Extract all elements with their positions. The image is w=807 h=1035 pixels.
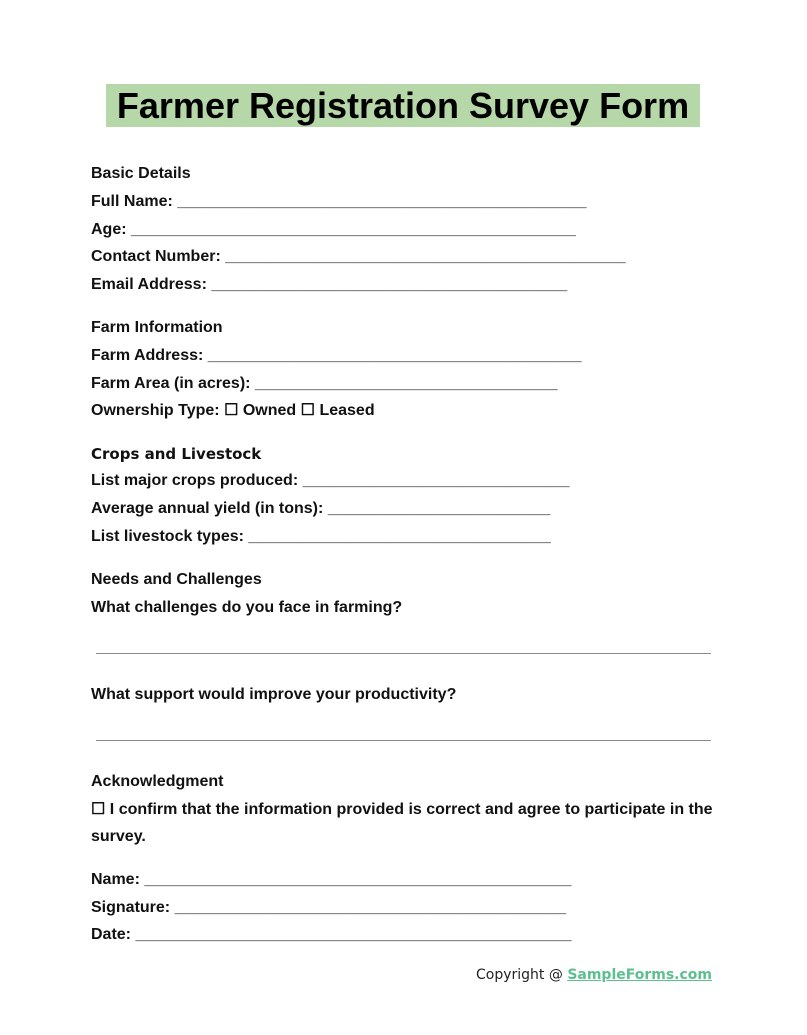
section-heading-acknowledgment: Acknowledgment xyxy=(91,773,224,790)
blank-line[interactable]: ______________________________________________ xyxy=(177,193,587,210)
confirm-text-line2: survey. xyxy=(91,828,146,845)
field-farm-address[interactable] xyxy=(91,346,582,366)
field-label: Age: xyxy=(91,221,127,238)
section-heading-farm-information: Farm Information xyxy=(91,319,223,336)
question-support: What support would improve your productivity? xyxy=(91,686,457,703)
field-annual-yield[interactable] xyxy=(91,499,550,519)
option-label-leased: Leased xyxy=(319,402,375,419)
field-label: Average annual yield (in tons): xyxy=(91,500,324,517)
field-farm-area[interactable] xyxy=(91,374,557,394)
blank-line[interactable]: ________________________________________________ xyxy=(144,871,572,888)
answer-line-support[interactable] xyxy=(96,740,711,741)
field-label: List major crops produced: xyxy=(91,472,299,489)
field-label: Ownership Type: xyxy=(91,402,220,419)
field-contact-number[interactable] xyxy=(91,247,626,267)
section-heading-crops-livestock: Crops and Livestock xyxy=(91,445,262,463)
field-name[interactable] xyxy=(91,870,571,890)
blank-line[interactable]: __________________________________________ xyxy=(207,347,582,364)
blank-line[interactable]: _________________________________________________ xyxy=(135,926,572,943)
copyright-text: Copyright @ xyxy=(476,967,568,983)
blank-line[interactable]: _____________________________________________ xyxy=(225,248,626,265)
checkbox-owned[interactable]: ☐ xyxy=(224,402,239,419)
field-major-crops[interactable] xyxy=(91,471,570,491)
field-label: Name: xyxy=(91,871,140,888)
field-date[interactable] xyxy=(91,925,572,945)
field-ownership-type xyxy=(91,401,375,421)
field-label: Email Address: xyxy=(91,276,207,293)
field-livestock-types[interactable] xyxy=(91,527,551,547)
field-age[interactable] xyxy=(91,220,576,240)
field-label: Full Name: xyxy=(91,193,173,210)
blank-line[interactable]: ______________________________ xyxy=(302,472,570,489)
confirm-statement xyxy=(91,800,713,820)
answer-line-challenges[interactable] xyxy=(96,653,711,654)
page-title: Farmer Registration Survey Form xyxy=(116,85,690,126)
section-heading-basic-details: Basic Details xyxy=(91,165,191,182)
blank-line[interactable]: _________________________ xyxy=(327,500,551,517)
confirm-checkbox[interactable]: ☐ xyxy=(91,801,106,818)
field-signature[interactable] xyxy=(91,898,566,918)
blank-line[interactable]: __________________________________ xyxy=(248,528,551,545)
field-full-name[interactable] xyxy=(91,192,587,212)
checkbox-leased[interactable]: ☐ xyxy=(300,402,315,419)
confirm-text-line1: I confirm that the information provided is correct and agree to participate in the xyxy=(109,801,713,818)
blank-line[interactable]: __________________________________ xyxy=(254,375,558,392)
copyright-footer xyxy=(476,965,712,985)
blank-line[interactable]: ________________________________________ xyxy=(211,276,568,293)
question-challenges: What challenges do you face in farming? xyxy=(91,599,403,616)
blank-line[interactable]: __________________________________________________ xyxy=(131,221,576,238)
field-label: Signature: xyxy=(91,899,171,916)
field-label: Farm Area (in acres): xyxy=(91,375,251,392)
field-label: Contact Number: xyxy=(91,248,221,265)
field-label: Farm Address: xyxy=(91,347,204,364)
blank-line[interactable]: ____________________________________________ xyxy=(174,899,567,916)
field-label: List livestock types: xyxy=(91,528,244,545)
field-label: Date: xyxy=(91,926,132,943)
brand-link[interactable]: SampleForms.com xyxy=(567,967,713,983)
field-email-address[interactable] xyxy=(91,275,567,295)
title-highlight xyxy=(106,84,700,127)
section-heading-needs-challenges: Needs and Challenges xyxy=(91,571,262,588)
option-label-owned: Owned xyxy=(242,402,297,419)
